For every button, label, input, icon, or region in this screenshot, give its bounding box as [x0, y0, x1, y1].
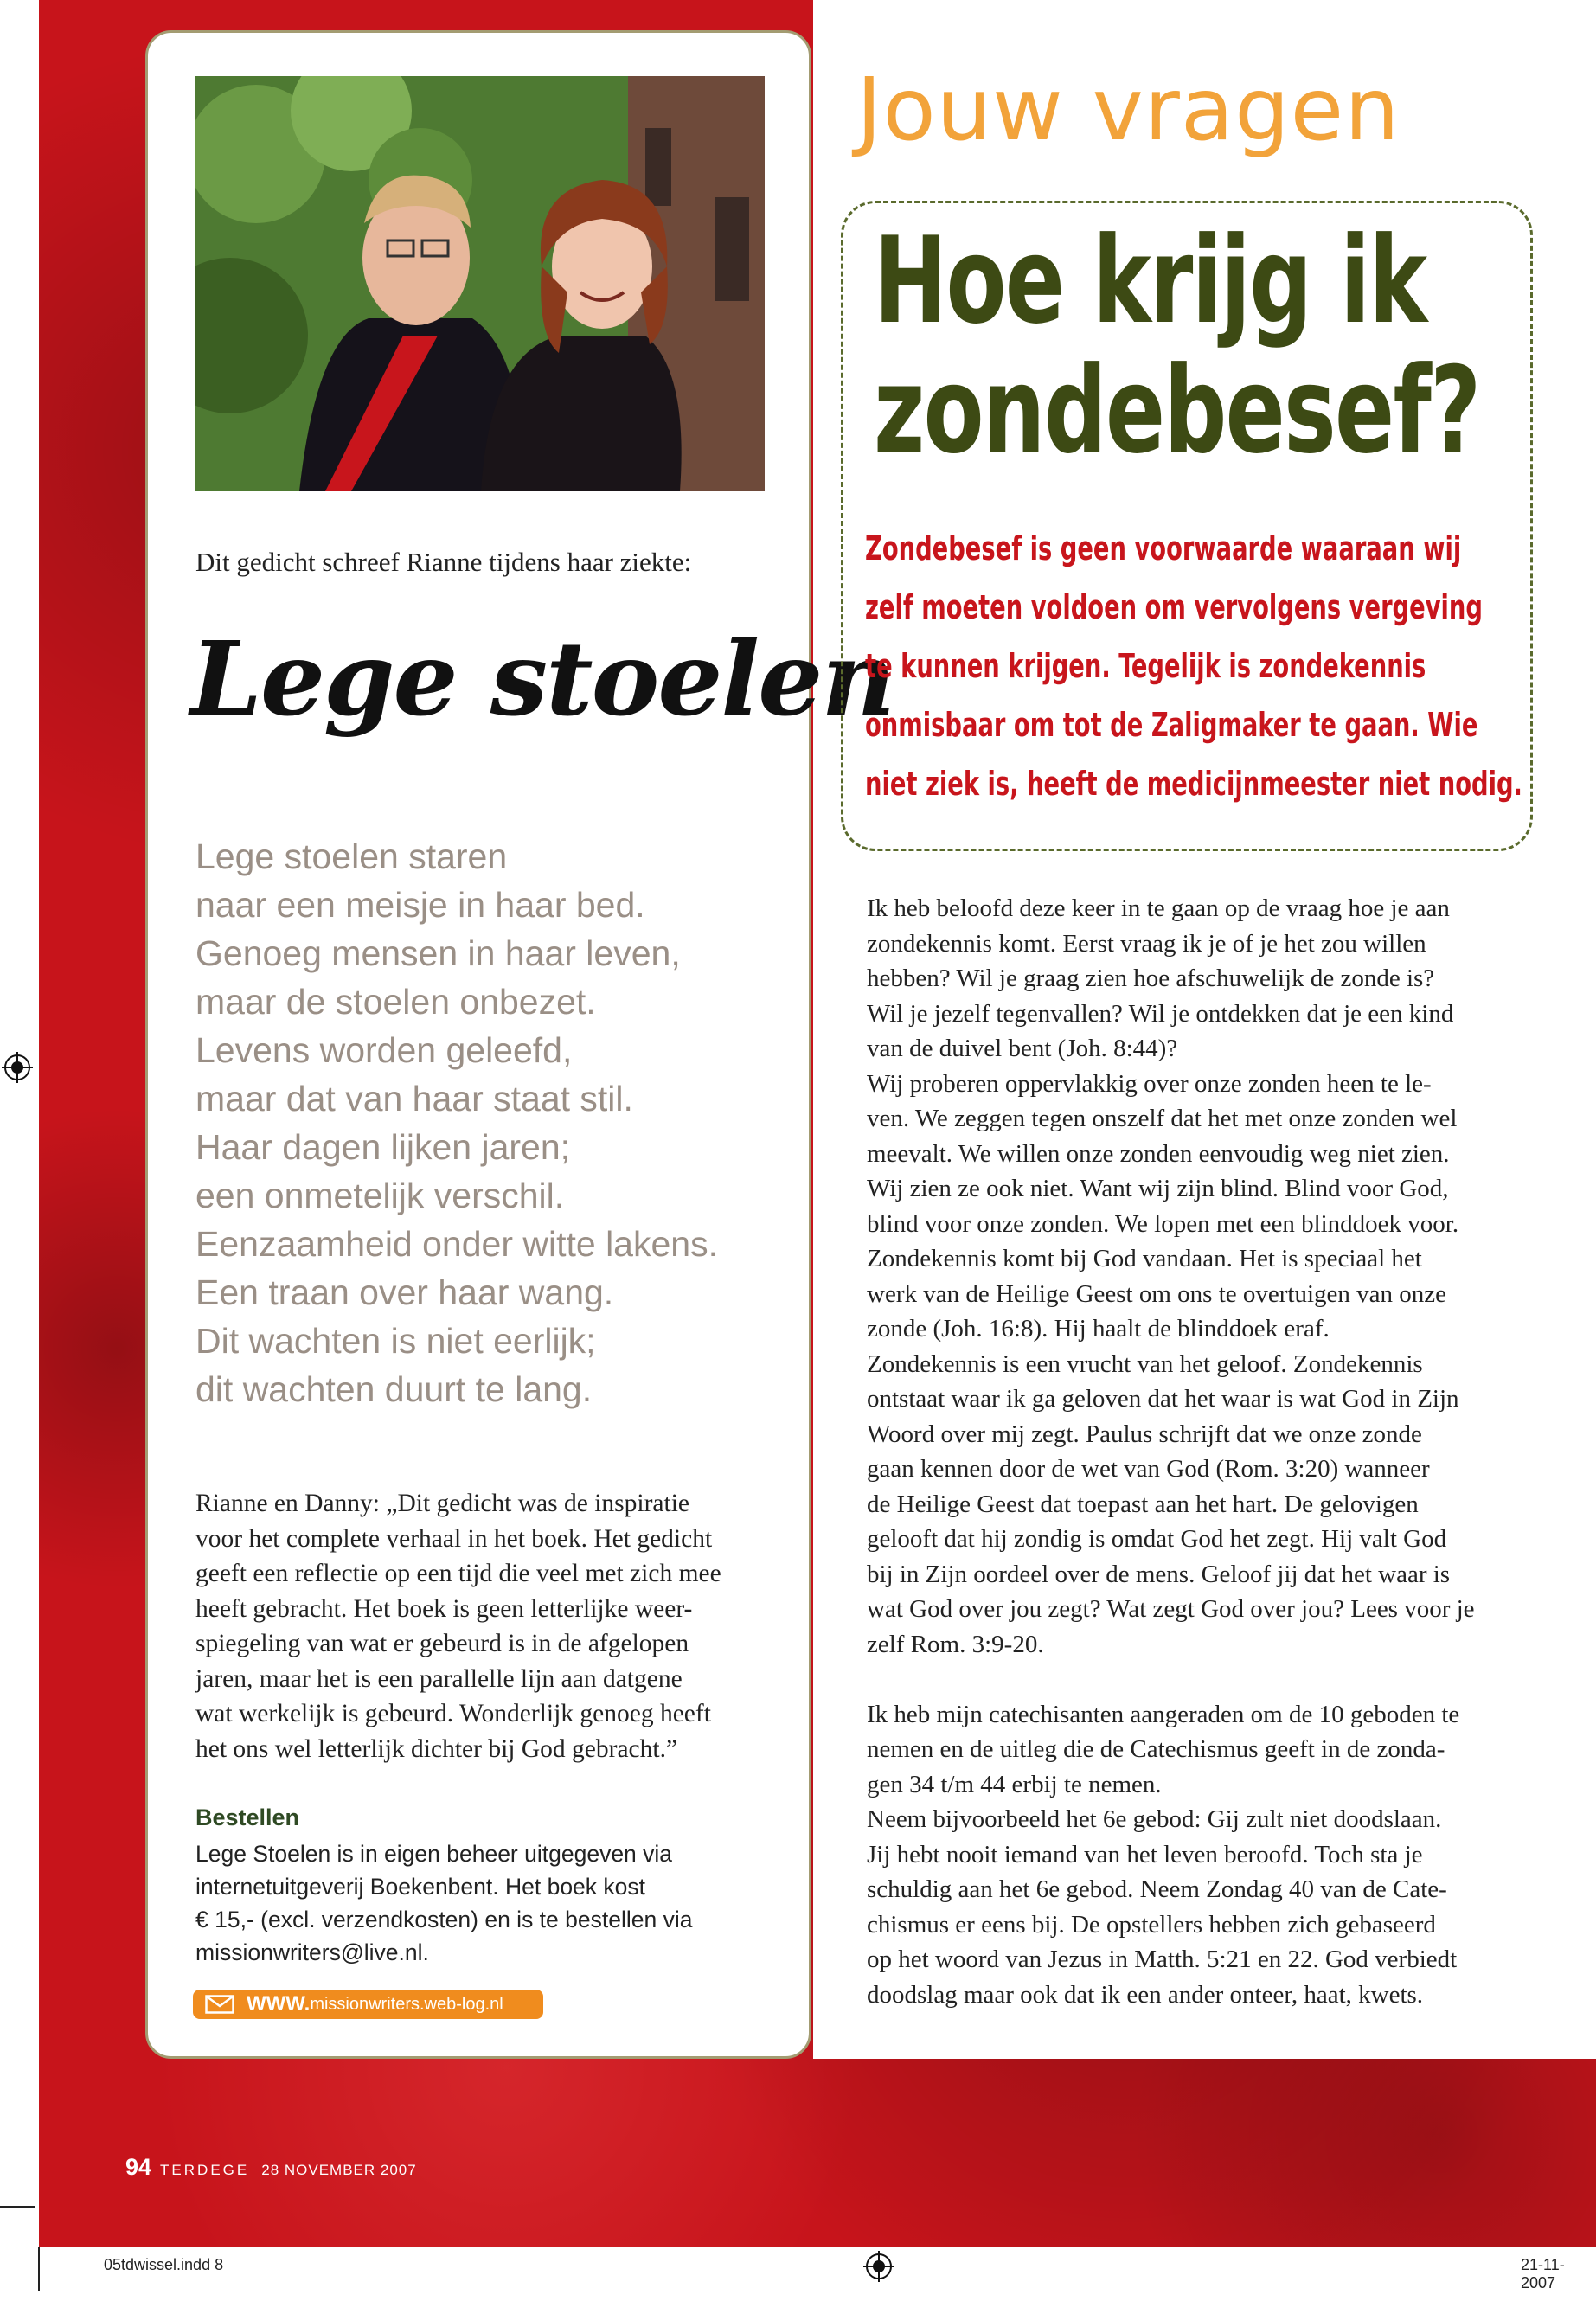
website-www: WWW. [247, 1992, 311, 2016]
poem-line: Dit wachten is niet eerlijk; [195, 1321, 596, 1361]
headline-line: Hoe krijg ik [874, 211, 1426, 350]
body-line: wat God over jou zegt? Wat zegt God over jou? Lees voor je [867, 1595, 1475, 1623]
magazine-name: TERDEGE [160, 2162, 250, 2178]
quote-line: jaren, maar het is een parallelle lijn aan datgene [195, 1664, 683, 1693]
body-line: Zondekennis komt bij God vandaan. Het is speciaal het [867, 1245, 1422, 1272]
lead-line: zelf moeten voldoen om vervolgens vergeving [865, 588, 1483, 626]
registration-mark-icon [863, 2251, 894, 2282]
body-line: doodslag maar ook dat ik een ander onteer, haat, kwets. [867, 1980, 1424, 2009]
crop-mark [38, 2247, 40, 2291]
lead-line: te kunnen krijgen. Tegelijk is zondekennis [865, 647, 1426, 685]
body-line: Zondekennis is een vrucht van het geloof. Zondekennis [867, 1349, 1423, 1378]
poem-line: maar de stoelen onbezet. [195, 982, 596, 1022]
photo-rianne-danny [195, 76, 765, 491]
registration-mark-icon [2, 1052, 33, 1083]
body-line: de Heilige Geest dat toepast aan het hart. De gelovigen [867, 1490, 1419, 1518]
body-line: blind voor onze zonden. We lopen met een blinddoek voor. [867, 1209, 1459, 1238]
slug-file: 05tdwissel.indd 8 [104, 2256, 224, 2273]
article-body [867, 891, 1542, 2012]
lead-line: onmisbaar om tot de Zaligmaker te gaan. Wie [865, 706, 1478, 744]
body-line: hebben? Wil je graag zien hoe afschuwelijk de zonde is? [867, 965, 1435, 992]
poem-line: Een traan over haar wang. [195, 1272, 614, 1312]
website-link[interactable] [193, 1990, 543, 2019]
body-line: gelooft dat hij zondig is omdat God het zegt. Hij valt God [867, 1525, 1447, 1553]
body-line: gen 34 t/m 44 erbij te nemen. [867, 1770, 1162, 1798]
slug-date: 21-11-2007 [1521, 2256, 1565, 2291]
body-line: Neem bijvoorbeeld het 6e gebod: Gij zult niet doodslaan. [867, 1805, 1442, 1833]
issue-date: 28 NOVEMBER 2007 [261, 2162, 417, 2178]
poem-line: Eenzaamheid onder witte lakens. [195, 1224, 718, 1264]
body-line: bij in Zijn oordeel over de mens. Geloof jij dat het waar is [867, 1560, 1451, 1588]
envelope-icon [205, 1995, 234, 2014]
rubric-title: Jouw vragen [856, 59, 1401, 160]
body-line: ontstaat waar ik ga geloven dat het waar is wat God in Zijn [867, 1385, 1459, 1413]
poem-line: Levens worden geleefd, [195, 1030, 573, 1070]
body-line: zonde (Joh. 16:8). Hij haalt de blinddoek eraf. [867, 1315, 1330, 1343]
body-line: zelf Rom. 3:9-20. [867, 1630, 1044, 1658]
page-number: 94 [125, 2154, 152, 2180]
page-folio [125, 2154, 417, 2181]
order-line: € 15,- (excl. verzendkosten) en is te bestellen via [195, 1907, 693, 1932]
body-line: meevalt. We willen onze zonden eenvoudig weg niet zien. [867, 1139, 1450, 1168]
headline [874, 211, 1514, 480]
poem-line: Lege stoelen staren [195, 836, 508, 876]
lead-line: Zondebesef is geen voorwaarde waaraan wij [865, 529, 1462, 567]
poem [195, 832, 784, 1413]
body-line: werk van de Heilige Geest om ons te overtuigen van onze [867, 1279, 1447, 1308]
body-line: zondekennis komt. Eerst vraag ik je of je het zou willen [867, 929, 1426, 958]
body-line: chismus er eens bij. De opstellers hebben zich gebaseerd [867, 1910, 1436, 1939]
order-text [195, 1837, 784, 1969]
body-line: Wij zien ze ook niet. Want wij zijn blind. Blind voor God, [867, 1175, 1449, 1202]
quote-line: Rianne en Danny: „Dit gedicht was de inspiratie [195, 1490, 689, 1517]
lead-paragraph [865, 519, 1522, 813]
body-line: Ik heb mijn catechisanten aangeraden om de 10 geboden te [867, 1700, 1460, 1728]
quote-line: heeft gebracht. Het boek is geen letterlijke weer- [195, 1594, 693, 1623]
body-line: ven. We zeggen tegen onszelf dat het met onze zonden wel [867, 1105, 1458, 1132]
body-line: Ik heb beloofd deze keer in te gaan op de vraag hoe je aan [867, 894, 1450, 922]
quote-line: spiegeling van wat er gebeurd is in de afgelopen [195, 1630, 689, 1657]
body-line: gaan kennen door de wet van God (Rom. 3:20) wanneer [867, 1455, 1430, 1483]
body-line: nemen en de uitleg die de Catechismus geeft in de zonda- [867, 1735, 1445, 1763]
body-line: op het woord van Jezus in Matth. 5:21 en 22. God verbiedt [867, 1945, 1458, 1973]
poem-line: Genoeg mensen in haar leven, [195, 933, 681, 973]
order-line: internetuitgeverij Boekenbent. Het boek kost [195, 1874, 646, 1900]
body-line: Wij proberen oppervlakkig over onze zonden heen te le- [867, 1069, 1432, 1098]
paragraph-gap [867, 1662, 1542, 1697]
quote-line: het ons wel letterlijk dichter bij God gebracht.” [195, 1734, 678, 1763]
body-line: Jij hebt nooit iemand van het leven beroofd. Toch sta je [867, 1840, 1423, 1868]
authors-quote [195, 1486, 766, 1766]
order-heading: Bestellen [195, 1804, 300, 1830]
lead-line: niet ziek is, heeft de medicijnmeester niet nodig. [865, 765, 1522, 803]
poem-line: Haar dagen lijken jaren; [195, 1127, 571, 1167]
crop-mark [0, 2206, 35, 2208]
poem-line: dit wachten duurt te lang. [195, 1369, 593, 1409]
quote-line: wat werkelijk is gebeurd. Wonderlijk genoeg heeft [195, 1700, 711, 1727]
order-line: missionwriters@live.nl. [195, 1939, 429, 1965]
quote-line: geeft een reflectie op een tijd die veel met zich mee [195, 1560, 721, 1587]
poem-line: naar een meisje in haar bed. [195, 885, 645, 925]
body-line: Woord over mij zegt. Paulus schrijft dat we onze zonde [867, 1420, 1422, 1448]
order-line: Lege Stoelen is in eigen beheer uitgegeven via [195, 1841, 673, 1867]
body-line: van de duivel bent (Joh. 8:44)? [867, 1035, 1178, 1062]
poem-line: een onmetelijk verschil. [195, 1176, 565, 1215]
poem-intro: Dit gedicht schreef Rianne tijdens haar ziekte: [195, 547, 692, 577]
quote-line: voor het complete verhaal in het boek. Het gedicht [195, 1524, 713, 1553]
headline-line: zondebesef? [874, 341, 1480, 480]
poem-title: Lege stoelen [190, 619, 894, 739]
body-line: Wil je jezelf tegenvallen? Wil je ontdekken dat je een kind [867, 999, 1454, 1028]
website-domain: missionwriters.web-log.nl [310, 1994, 503, 2014]
body-line: schuldig aan het 6e gebod. Neem Zondag 40 van de Cate- [867, 1875, 1447, 1903]
poem-line: maar dat van haar staat stil. [195, 1079, 633, 1118]
